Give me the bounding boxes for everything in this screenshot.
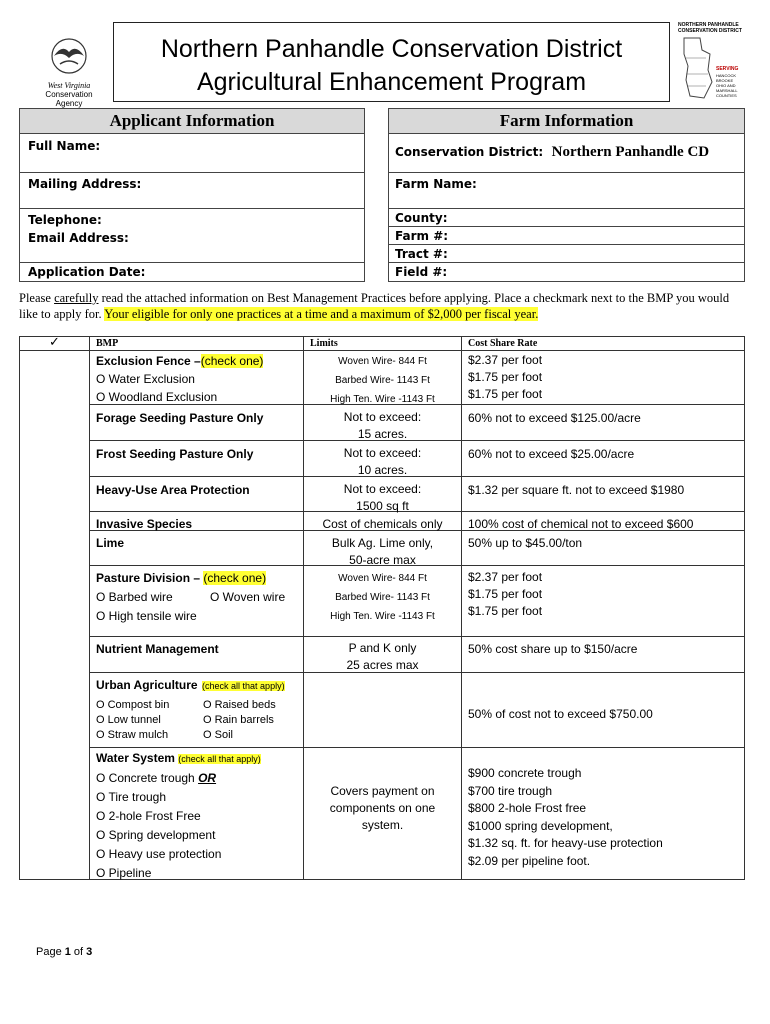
- rate-line: $2.09 per pipeline foot.: [468, 853, 591, 868]
- water-check-all-tag: (check all that apply): [178, 754, 261, 764]
- farm-heading: Farm Information: [389, 109, 744, 134]
- application-date-label: Application Date:: [28, 265, 146, 279]
- limit-line: 15 acres.: [357, 427, 408, 441]
- rate-line: $1.75 per foot: [468, 387, 543, 401]
- rate-line: $1.32 sq. ft. for heavy-use protection: [468, 836, 663, 850]
- high-tensile-option[interactable]: O High tensile wire: [96, 609, 197, 623]
- rate-line: $1000 spring development,: [468, 818, 613, 833]
- exclusion-fence-bmp[interactable]: [96, 352, 301, 406]
- pasture-check-one-tag: (check one): [203, 571, 267, 585]
- page-prefix: Page: [36, 946, 65, 958]
- spring-development-option[interactable]: O Spring development: [96, 828, 216, 842]
- field-number-label: Field #:: [395, 265, 448, 279]
- county-name: BROOKE: [716, 78, 734, 83]
- invasive-species-bmp[interactable]: Invasive Species: [96, 517, 193, 531]
- eagle-logo-icon: [36, 36, 102, 76]
- county-name: COUNTIES: [716, 93, 737, 98]
- pasture-division-bmp[interactable]: [96, 569, 301, 626]
- raised-beds-option[interactable]: O Raised beds: [203, 699, 276, 711]
- full-name-field[interactable]: [20, 133, 364, 173]
- rate-line: $900 concrete trough: [468, 766, 582, 780]
- instructions: [19, 290, 747, 322]
- title-box: [113, 22, 670, 102]
- page-number: [36, 946, 92, 958]
- limit-line: Woven Wire- 844 Ft: [338, 356, 427, 367]
- tire-trough-option[interactable]: O Tire trough: [96, 790, 167, 804]
- page-total: 3: [86, 946, 93, 958]
- applicant-info-section: [19, 108, 365, 282]
- rate-column-header: Cost Share Rate: [468, 338, 538, 349]
- heavy-use-rate: $1.32 per square ft. not to exceed $1980: [468, 483, 685, 497]
- district-logo-line-2: CONSERVATION DISTRICT: [678, 28, 742, 34]
- conservation-district-label: Conservation District:: [395, 145, 544, 159]
- concrete-trough-label: O Concrete trough: [96, 771, 199, 785]
- rate-line: $2.37 per foot: [468, 570, 543, 584]
- compost-bin-option[interactable]: O Compost bin: [96, 699, 170, 711]
- heavy-use-protection-option[interactable]: O Heavy use protection: [96, 847, 222, 861]
- invasive-species-limits: Cost of chemicals only: [322, 517, 443, 531]
- serving-label: SERVING: [716, 66, 739, 72]
- water-exclusion-option[interactable]: O Water Exclusion: [96, 372, 195, 386]
- title-line-2: Agricultural Enhancement Program: [196, 68, 587, 96]
- farm-name-field[interactable]: [389, 173, 744, 209]
- limit-line: Barbed Wire- 1143 Ft: [335, 375, 430, 386]
- or-label: OR: [198, 771, 217, 785]
- lime-limits: [304, 535, 461, 569]
- limit-line: 1500 sq ft: [356, 499, 409, 513]
- farm-name-label: Farm Name:: [395, 177, 477, 191]
- agency-name-2: Conservation Agency: [45, 90, 93, 108]
- conservation-district-value: Northern Panhandle CD: [551, 144, 710, 160]
- title-line-1: Northern Panhandle Conservation District: [160, 35, 623, 63]
- pasture-division-rates: [468, 569, 738, 620]
- applicant-heading: Applicant Information: [20, 109, 364, 134]
- frost-seeding-limits: [304, 445, 461, 479]
- county-label: County:: [395, 211, 448, 225]
- heavy-use-limits: [304, 481, 461, 515]
- straw-mulch-option[interactable]: O Straw mulch: [96, 729, 169, 741]
- exclusion-fence-title: Exclusion Fence –: [96, 354, 201, 368]
- urban-agriculture-rate: 50% of cost not to exceed $750.00: [468, 707, 653, 721]
- nutrient-management-bmp[interactable]: Nutrient Management: [96, 642, 219, 656]
- conservation-district-field[interactable]: [389, 133, 744, 173]
- woodland-exclusion-option[interactable]: O Woodland Exclusion: [96, 390, 218, 404]
- district-logo-line-1: NORTHERN PANHANDLE: [678, 22, 739, 28]
- forage-seeding-rate: 60% not to exceed $125.00/acre: [468, 411, 641, 425]
- application-date-field[interactable]: [20, 263, 364, 281]
- bmp-table: [19, 336, 745, 880]
- nutrient-management-limits: [304, 640, 461, 674]
- rain-barrels-option[interactable]: O Rain barrels: [203, 714, 274, 726]
- county-name: HANCOCK: [716, 73, 737, 78]
- rate-line: $2.37 per foot: [468, 353, 543, 367]
- limit-line: 25 acres max: [346, 658, 419, 672]
- limit-line: 10 acres.: [357, 463, 408, 477]
- nutrient-management-rate: 50% cost share up to $150/acre: [468, 642, 638, 656]
- county-list: [716, 73, 738, 98]
- invasive-species-rate: 100% cost of chemical not to exceed $600: [468, 517, 694, 531]
- limit-line: Bulk Ag. Lime only,: [331, 536, 434, 550]
- rate-line: $1.75 per foot: [468, 587, 543, 601]
- agency-logo: [36, 36, 102, 108]
- contact-field[interactable]: [20, 209, 364, 263]
- rate-line: $1.75 per foot: [468, 604, 543, 618]
- urban-check-all-tag: (check all that apply): [202, 681, 285, 691]
- exclusion-check-one-tag: (check one): [200, 354, 264, 368]
- page-of: of: [70, 946, 87, 958]
- instructions-part-1: Please: [19, 291, 55, 305]
- limit-line: High Ten. Wire -1143 Ft: [330, 394, 435, 405]
- limit-line: Barbed Wire- 1143 Ft: [335, 592, 430, 603]
- water-system-bmp[interactable]: [96, 749, 301, 883]
- tract-number-label: Tract #:: [395, 247, 448, 261]
- instructions-carefully: carefully: [54, 291, 99, 305]
- forage-seeding-limits: [304, 409, 461, 443]
- water-system-rates: [468, 765, 738, 870]
- frost-seeding-rate: 60% not to exceed $25.00/acre: [468, 447, 635, 461]
- frost-seeding-bmp[interactable]: Frost Seeding Pasture Only: [96, 447, 254, 461]
- barbed-wire-option[interactable]: O Barbed wire: [96, 590, 173, 604]
- frost-free-option[interactable]: O 2-hole Frost Free: [96, 809, 201, 823]
- woven-wire-option[interactable]: O Woven wire: [210, 590, 286, 604]
- county-name: MARSHALL: [716, 88, 738, 93]
- water-system-title: Water System: [96, 751, 175, 765]
- limit-line: system.: [361, 818, 404, 832]
- lime-rate: 50% up to $45.00/ton: [468, 536, 583, 550]
- agency-name-1: West Virginia: [47, 81, 91, 90]
- limit-line: 50-acre max: [349, 553, 416, 567]
- limit-line: Covers payment on: [330, 784, 435, 798]
- email-label: Email Address:: [28, 231, 129, 245]
- check-column-header: ✓: [49, 334, 60, 349]
- limits-column-header: Limits: [310, 338, 338, 349]
- instructions-part-2: read the attached information on Best Management Practices before applying. Place a checkmark next to the BMP you would like to apply for.: [19, 291, 730, 321]
- county-name: OHIO AND: [716, 83, 736, 88]
- exclusion-fence-rates: [468, 352, 738, 403]
- bmp-column-header: BMP: [96, 338, 119, 349]
- tract-number-field[interactable]: [389, 245, 744, 263]
- eligibility-highlight: Your eligible for only one practices at a time and a maximum of $2,000 per fiscal year.: [104, 307, 539, 321]
- mailing-address-label: Mailing Address:: [28, 177, 142, 191]
- district-logo: [678, 22, 748, 102]
- limit-line: P and K only: [348, 641, 417, 655]
- limit-line: components on one: [329, 801, 436, 815]
- pipeline-option[interactable]: O Pipeline: [96, 866, 152, 880]
- rate-line: $700 tire trough: [468, 783, 553, 798]
- telephone-label: Telephone:: [28, 213, 102, 227]
- county-field[interactable]: [389, 209, 744, 227]
- limit-line: Not to exceed:: [343, 410, 422, 424]
- exclusion-fence-limits: [304, 352, 461, 409]
- farm-number-label: Farm #:: [395, 229, 449, 243]
- full-name-label: Full Name:: [28, 139, 101, 153]
- farm-info-section: [388, 108, 745, 282]
- limit-line: High Ten. Wire -1143 Ft: [330, 611, 435, 622]
- heavy-use-bmp[interactable]: Heavy-Use Area Protection: [96, 483, 250, 497]
- concrete-trough-option[interactable]: [96, 769, 301, 788]
- panhandle-map-icon: [680, 36, 714, 100]
- rate-line: $800 2-hole Frost free: [468, 801, 587, 815]
- rate-line: $1.75 per foot: [468, 370, 543, 384]
- urban-agriculture-bmp[interactable]: [96, 677, 301, 743]
- limit-line: Not to exceed:: [343, 482, 422, 496]
- limit-line: Not to exceed:: [343, 446, 422, 460]
- farm-number-field[interactable]: [389, 227, 744, 245]
- field-number-field[interactable]: [389, 263, 744, 281]
- limit-line: Woven Wire- 844 Ft: [338, 573, 427, 584]
- lime-bmp[interactable]: Lime: [96, 536, 125, 550]
- urban-agriculture-title: Urban Agriculture: [96, 678, 198, 692]
- low-tunnel-option[interactable]: O Low tunnel: [96, 714, 161, 726]
- soil-option[interactable]: O Soil: [203, 729, 233, 741]
- pasture-division-limits: [304, 569, 461, 626]
- mailing-address-field[interactable]: [20, 173, 364, 209]
- forage-seeding-bmp[interactable]: Forage Seeding Pasture Only: [96, 411, 264, 425]
- water-system-limits: [304, 783, 461, 834]
- page-current: 1: [64, 946, 71, 958]
- pasture-division-title: Pasture Division –: [96, 571, 204, 585]
